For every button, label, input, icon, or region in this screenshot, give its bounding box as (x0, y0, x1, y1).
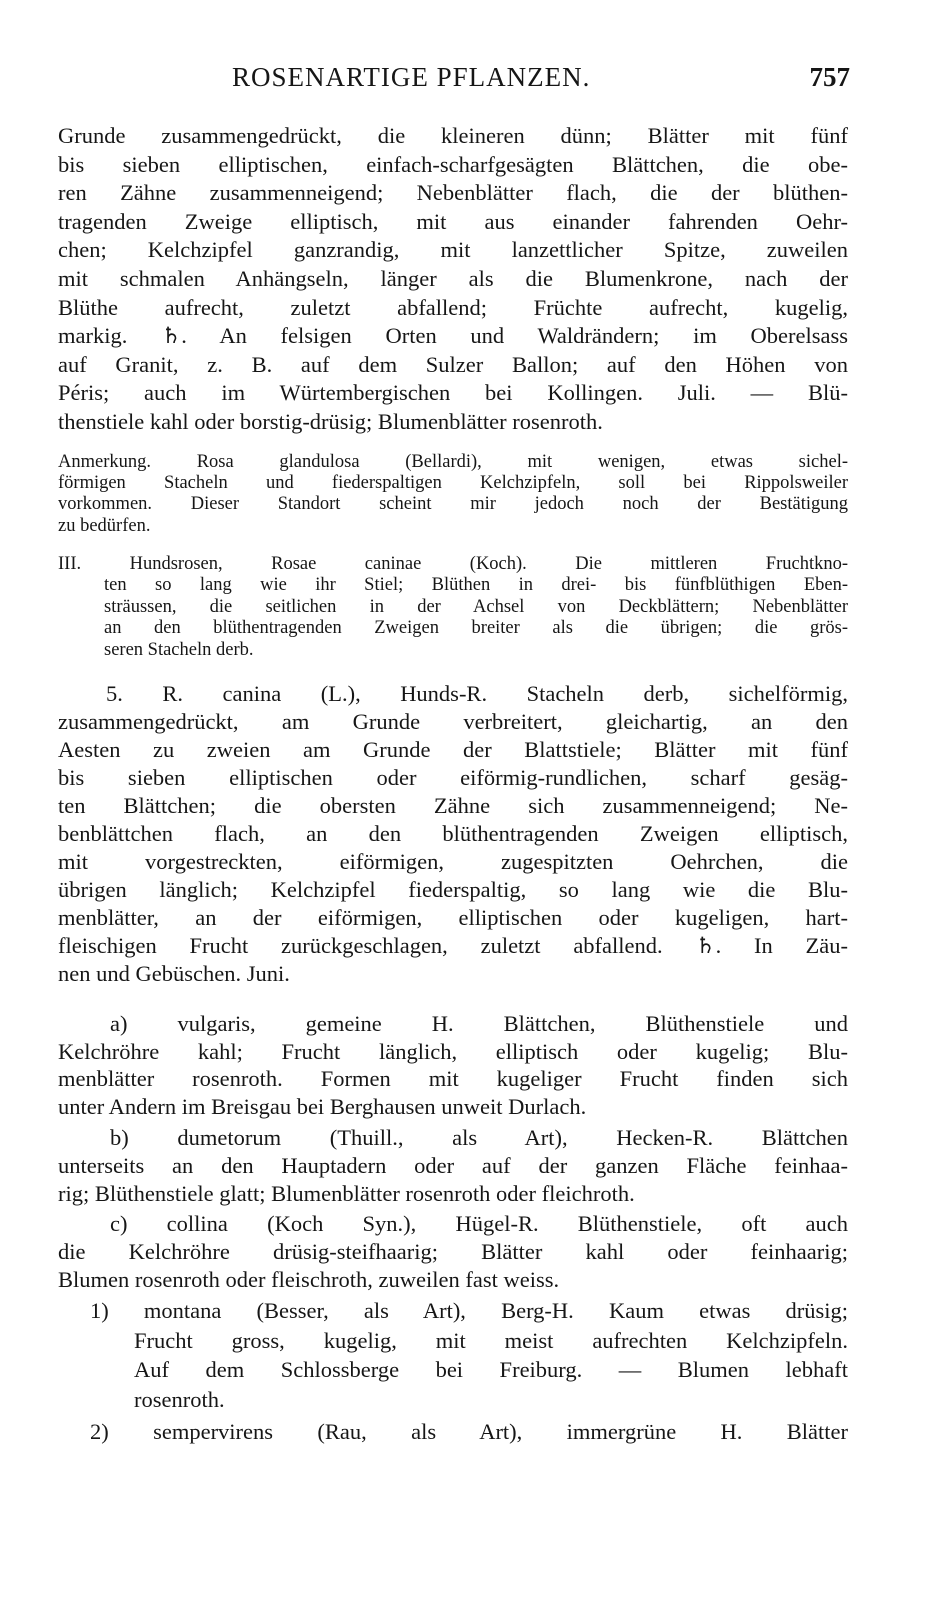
text-line: 1) montana (Besser, als Art), Berg-H. Kaum etwas drüsig; (90, 1298, 848, 1323)
text-line: zusammengedrückt, am Grunde verbreitert, gleichartig, an den (58, 709, 848, 734)
variety-vulgaris (58, 1010, 848, 1120)
text-line: rig; Blüthenstiele glatt; Blumenblätter rosenroth oder fleichroth. (58, 1181, 635, 1206)
text-line: Blumen rosenroth oder fleischroth, zuweilen fast weiss. (58, 1267, 560, 1292)
text-line: mit vorgestreckten, eiförmigen, zugespitzten Oehrchen, die (58, 849, 848, 874)
text-line: Anmerkung. Rosa glandulosa (Bellardi), mit wenigen, etwas sichel- (58, 452, 848, 472)
text-line: 5. R. canina (L.), Hunds-R. Stacheln derb, sichelförmig, (106, 681, 848, 706)
text-line: a) vulgaris, gemeine H. Blättchen, Blüthenstiele und (110, 1011, 848, 1036)
text-line: unter Andern im Breisgau bei Berghausen unweit Durlach. (58, 1093, 587, 1119)
note-anmerkung (58, 452, 848, 537)
text-line: ren Zähne zusammenneigend; Nebenblätter flach, die der blüthen- (58, 180, 848, 206)
text-line: b) dumetorum (Thuill., als Art), Hecken-R. Blättchen (110, 1125, 848, 1150)
text-line: unterseits an den Hauptadern oder auf der ganzen Fläche feinhaa- (58, 1153, 848, 1178)
text-line: Grunde zusammengedrückt, die kleineren dünn; Blätter mit fünf (58, 123, 848, 148)
text-line: Péris; auch im Würtembergischen bei Kollingen. Juli. — Blü- (58, 380, 848, 406)
page-number: 757 (809, 62, 850, 92)
variety-collina (58, 1210, 848, 1294)
text-line: förmigen Stacheln und fiederspaltigen Kelchzipfeln, soll bei Rippolsweiler (58, 473, 848, 494)
text-line: an den blüthentragenden Zweigen breiter als die übrigen; die grös- (104, 618, 848, 639)
text-line: c) collina (Koch Syn.), Hügel-R. Blüthenstiele, oft auch (110, 1211, 848, 1236)
text-line: menblätter rosenroth. Formen mit kugeliger Frucht finden sich (58, 1066, 848, 1092)
subvariety-sempervirens (58, 1418, 848, 1446)
text-line: zu bedürfen. (58, 515, 151, 536)
text-line: benblättchen flach, an den blüthentragenden Zweigen elliptisch, (58, 821, 848, 846)
running-title: ROSENARTIGE PFLANZEN. (232, 62, 591, 92)
text-line: Auf dem Schlossberge bei Freiburg. — Blumen lebhaft (134, 1357, 848, 1382)
text-line: markig. ♄. An felsigen Orten und Waldrändern; im Oberelsass (58, 323, 848, 349)
text-line: auf Granit, z. B. auf dem Sulzer Ballon; auf den Höhen von (58, 351, 848, 377)
text-line: Kelchröhre kahl; Frucht länglich, elliptisch oder kugelig; Blu- (58, 1038, 848, 1064)
text-line: menblätter, an der eiförmigen, elliptischen oder kugeligen, hart- (58, 905, 848, 930)
text-line: sträussen, die seitlichen in der Achsel von Deckblättern; Nebenblätter (104, 596, 848, 617)
text-line: Frucht gross, kugelig, mit meist aufrechten Kelchzipfeln. (134, 1327, 848, 1353)
species-canina (58, 680, 848, 988)
text-line: übrigen länglich; Kelchzipfel fiederspaltig, so lang wie die Blu- (58, 877, 848, 902)
text-line: chen; Kelchzipfel ganzrandig, mit lanzettlicher Spitze, zuweilen (58, 237, 848, 263)
text-line: rosenroth. (134, 1386, 225, 1412)
text-line: III. Hundsrosen, Rosae caninae (Koch). Die mittleren Fruchtkno- (58, 554, 848, 574)
text-line: vorkommen. Dieser Standort scheint mir jedoch noch der Bestätigung (58, 494, 848, 515)
text-line: fleischigen Frucht zurückgeschlagen, zuletzt abfallend. ♄. In Zäu- (58, 933, 848, 958)
text-line: bis sieben elliptischen oder eiförmig-rundlichen, scharf gesäg- (58, 765, 848, 790)
text-line: seren Stacheln derb. (104, 639, 254, 660)
text-line: Aesten zu zweien am Grunde der Blattstiele; Blätter mit fünf (58, 737, 848, 762)
section-hundsrosen (58, 554, 848, 661)
text-line: bis sieben elliptischen, einfach-scharfgesägten Blättchen, die obe- (58, 151, 848, 177)
text-line: Blüthe aufrecht, zuletzt abfallend; Früchte aufrecht, kugelig, (58, 294, 848, 320)
text-line: mit schmalen Anhängseln, länger als die Blumenkrone, nach der (58, 265, 848, 291)
text-line: ten Blättchen; die obersten Zähne sich zusammenneigend; Ne- (58, 793, 848, 818)
text-line: nen und Gebüschen. Juni. (58, 961, 290, 986)
paragraph-continuation (58, 122, 848, 437)
text-line: thenstiele kahl oder borstig-drüsig; Blumenblätter rosenroth. (58, 408, 603, 434)
variety-dumetorum (58, 1124, 848, 1208)
subvariety-montana (58, 1296, 848, 1414)
text-line: tragenden Zweige elliptisch, mit aus einander fahrenden Oehr- (58, 208, 848, 234)
page-header (0, 62, 930, 98)
text-line: 2) sempervirens (Rau, als Art), immergrüne H. Blätter (90, 1419, 848, 1444)
text-line: die Kelchröhre drüsig-steifhaarig; Blätter kahl oder feinhaarig; (58, 1239, 848, 1264)
text-line: ten so lang wie ihr Stiel; Blüthen in drei- bis fünfblüthigen Eben- (104, 575, 848, 596)
